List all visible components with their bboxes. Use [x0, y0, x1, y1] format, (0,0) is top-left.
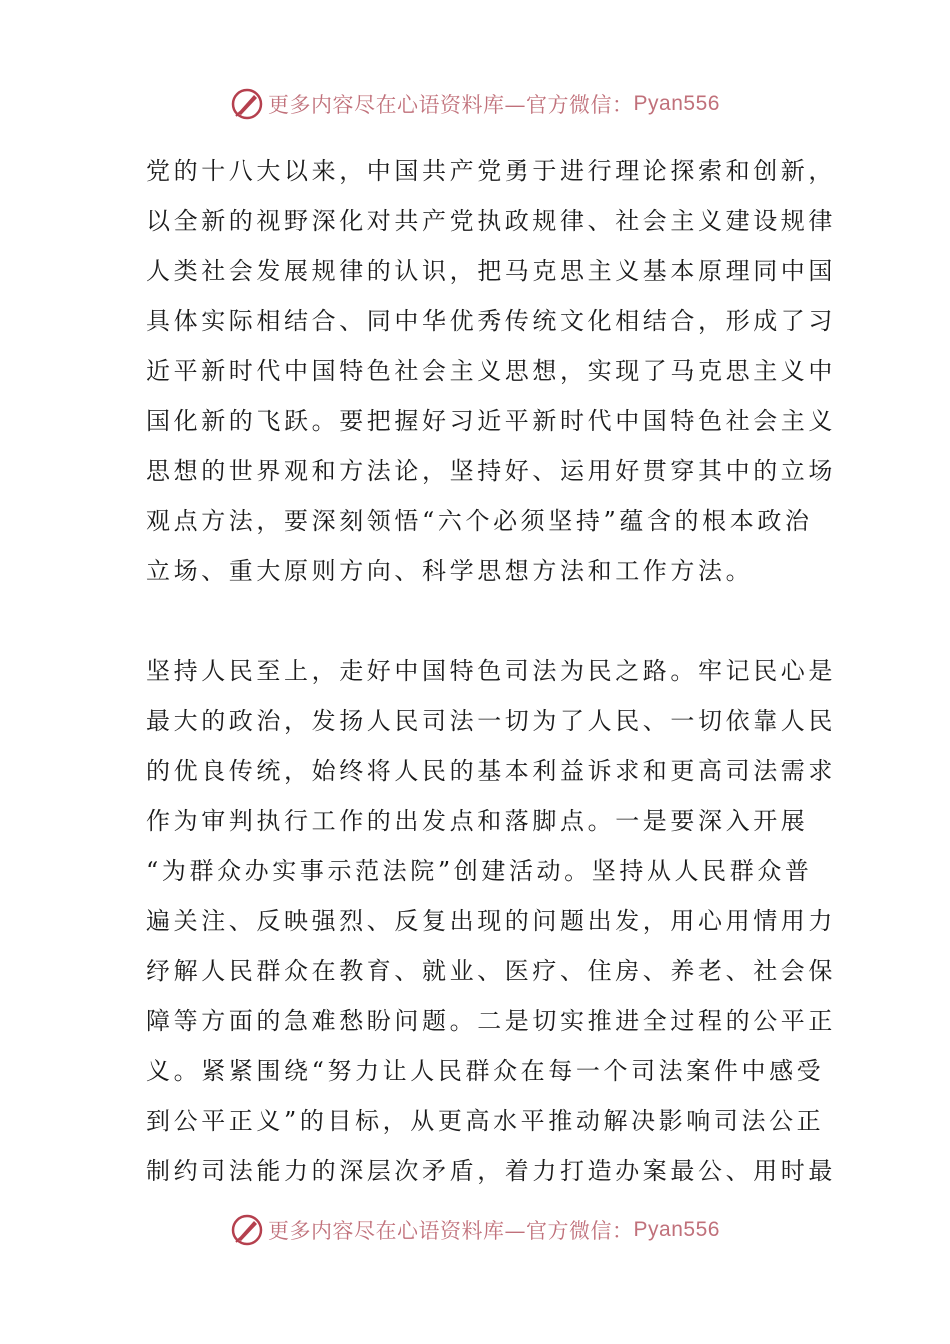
text-line: 的优良传统，始终将人民的基本利益诉求和更高司法需求: [146, 757, 836, 785]
watermark-wechat-id: Pyan556: [633, 92, 720, 115]
text-line: 制约司法能力的深层次矛盾，着力打造办案最公、用时最: [146, 1157, 836, 1185]
quill-pen-logo-icon: [230, 87, 264, 121]
text-line: 纾解人民群众在教育、就业、医疗、住房、养老、社会保: [146, 957, 836, 985]
text-line: 以全新的视野深化对共产党执政规律、社会主义建设规律: [146, 207, 836, 235]
text-line: 思想的世界观和方法论，坚持好、运用好贯穿其中的立场: [146, 457, 836, 485]
text-line: 坚持人民至上，走好中国特色司法为民之路。牢记民心是: [146, 657, 836, 685]
text-line: 国化新的飞跃。要把握好习近平新时代中国特色社会主义: [146, 407, 836, 435]
paragraph-1: [146, 146, 836, 596]
header-watermark: [0, 84, 950, 124]
text-line: 到公平正义”的目标，从更高水平推动解决影响司法公正: [146, 1107, 825, 1135]
text-line: 具体实际相结合、同中华优秀传统文化相结合，形成了习: [146, 307, 836, 335]
paragraph-spacer: [146, 596, 808, 646]
paragraph-2: [146, 646, 836, 1196]
text-line: 人类社会发展规律的认识，把马克思主义基本原理同中国: [146, 257, 836, 285]
footer-watermark: [0, 1210, 950, 1250]
text-line: 作为审判执行工作的出发点和落脚点。一是要深入开展: [146, 807, 809, 835]
text-line: 义。紧紧围绕“努力让人民群众在每一个司法案件中感受: [146, 1057, 825, 1085]
text-line: 遍关注、反映强烈、反复出现的问题出发，用心用情用力: [146, 907, 836, 935]
document-body: [146, 146, 836, 1196]
text-line: “为群众办实事示范法院”创建活动。坚持从人民群众普: [146, 857, 813, 885]
text-line: 立场、重大原则方向、科学思想方法和工作方法。: [146, 557, 754, 585]
quill-pen-logo-icon: [230, 1213, 264, 1247]
watermark-wechat-id: Pyan556: [633, 1218, 720, 1241]
text-line: 障等方面的急难愁盼问题。二是切实推进全过程的公平正: [146, 1007, 836, 1035]
text-line: 最大的政治，发扬人民司法一切为了人民、一切依靠人民: [146, 707, 836, 735]
text-line: 观点方法，要深刻领悟“六个必须坚持”蕴含的根本政治: [146, 507, 813, 535]
text-line: 近平新时代中国特色社会主义思想，实现了马克思主义中: [146, 357, 836, 385]
watermark-text: 更多内容尽在心语资料库—官方微信：: [268, 1219, 634, 1243]
watermark-text: 更多内容尽在心语资料库—官方微信：: [268, 93, 634, 117]
text-line: 党的十八大以来，中国共产党勇于进行理论探索和创新，: [146, 157, 836, 185]
